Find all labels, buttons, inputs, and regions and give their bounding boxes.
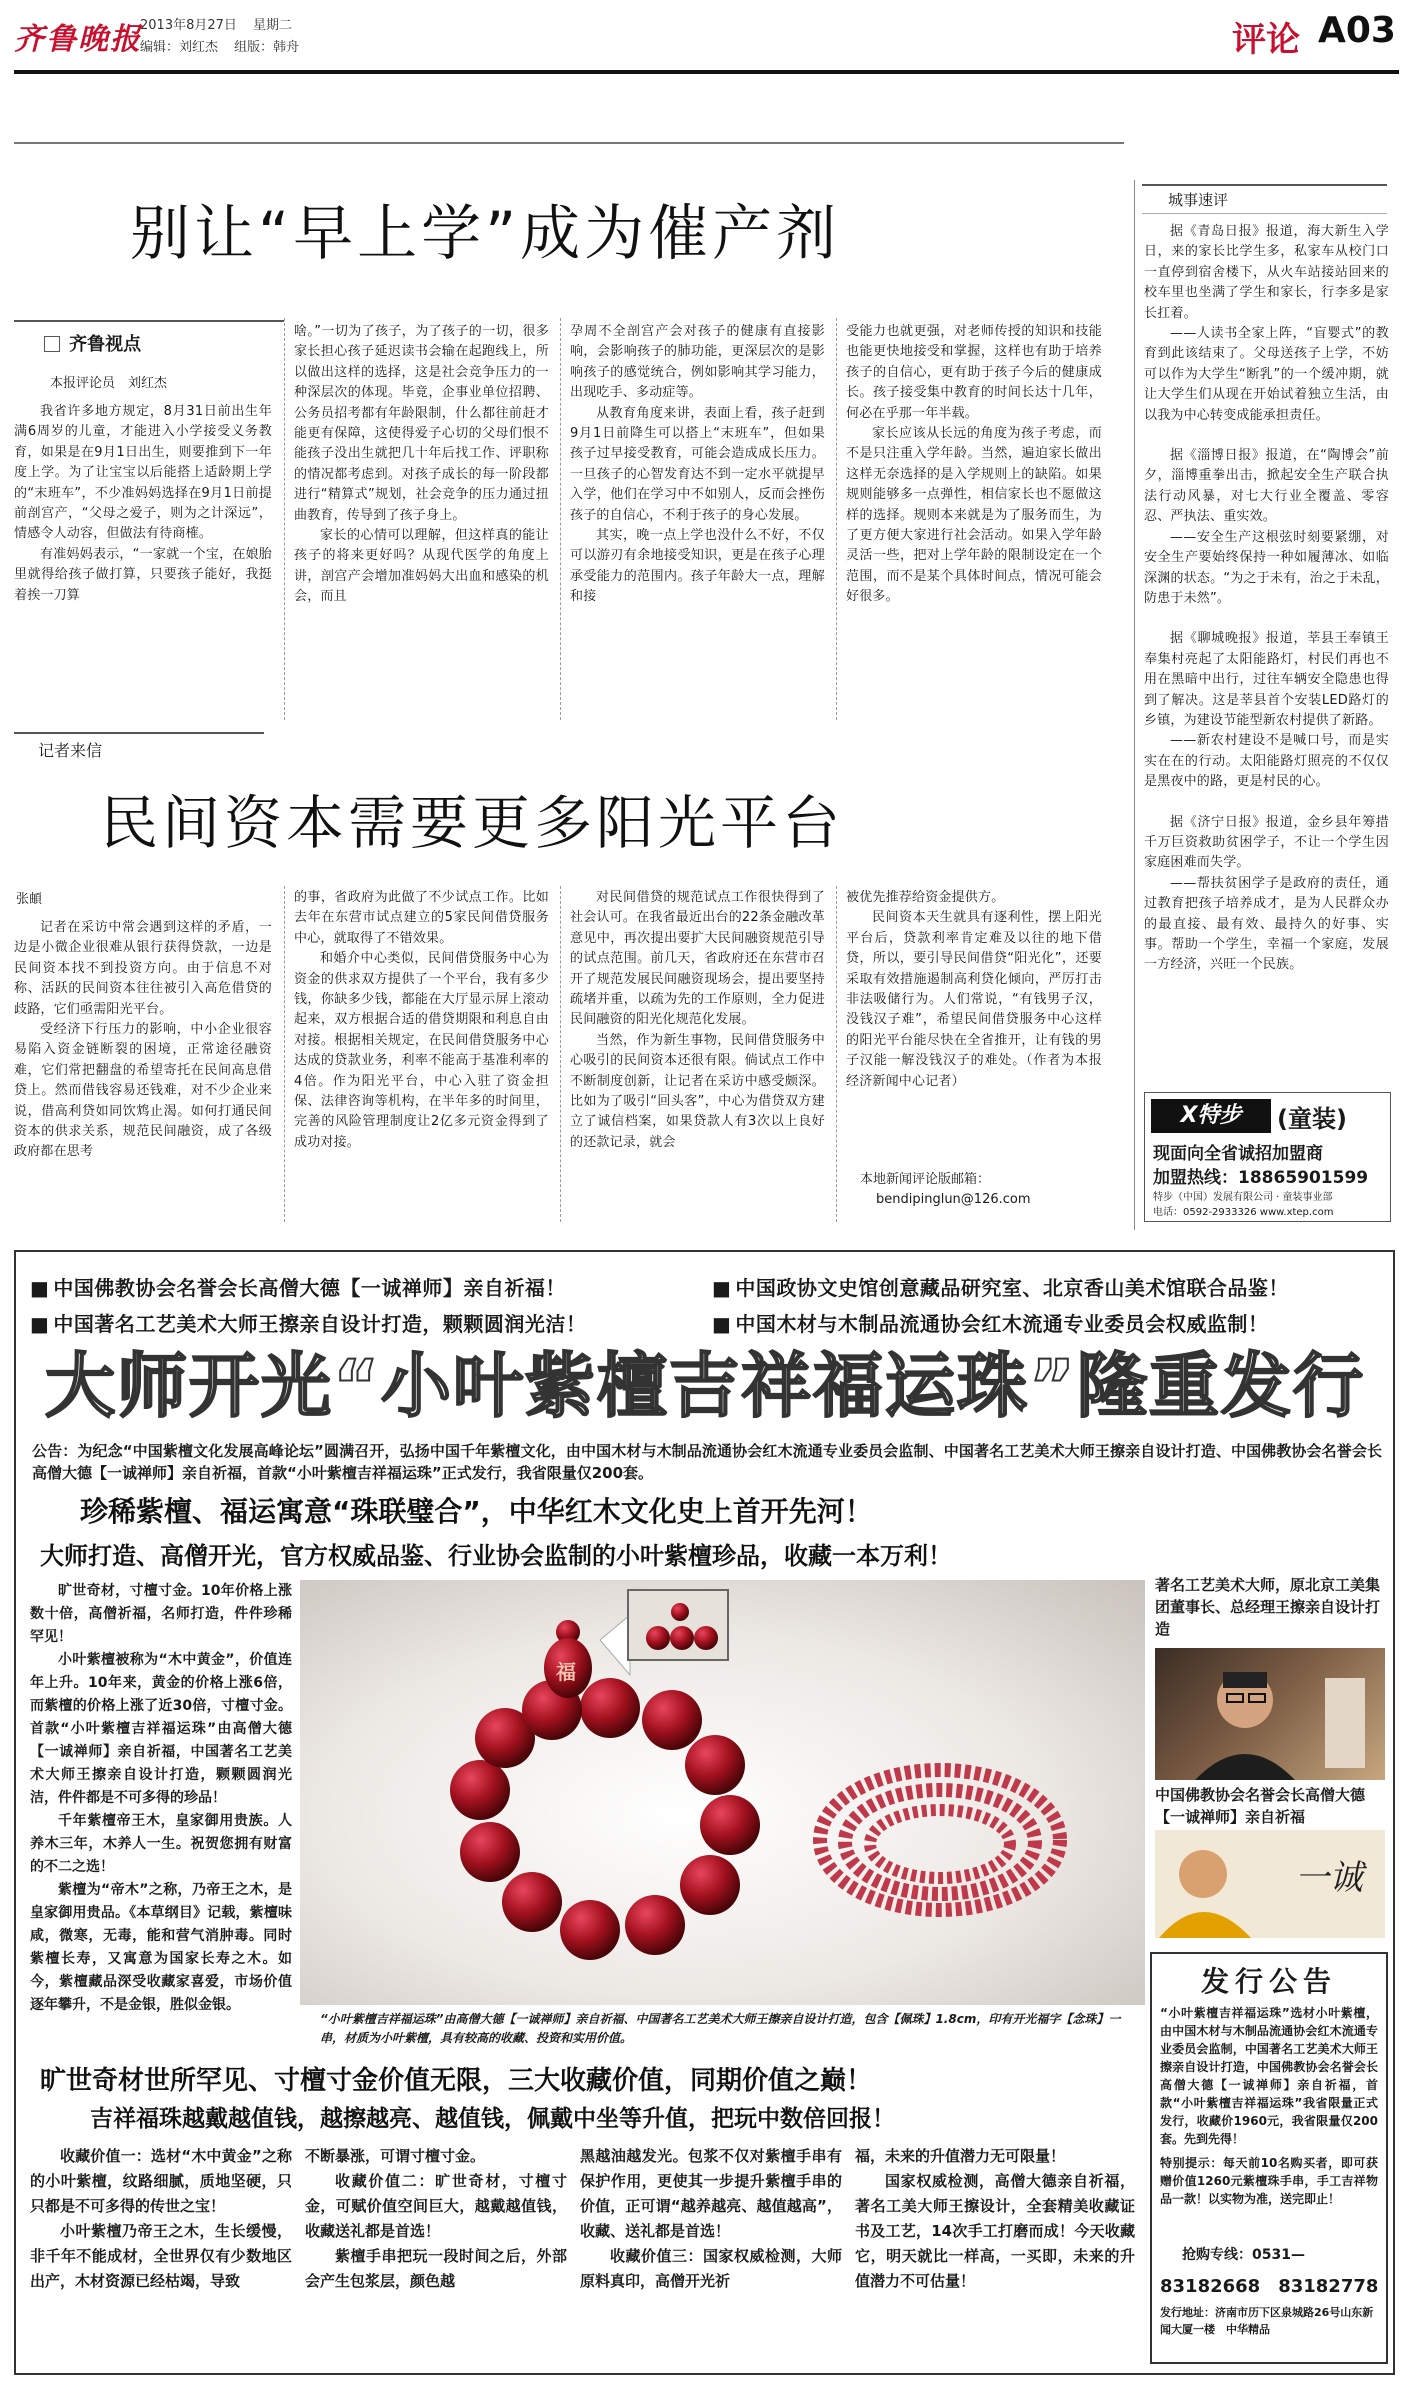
column-tag-label: 齐鲁视点 xyxy=(69,334,142,355)
ad-bottom-col4 xyxy=(855,2144,1135,2294)
paragraph: 有准妈妈表示，“一家就一个宝，在娘胎里就得给孩子做打算，只要孩子能好，我挺着挨一刀算 xyxy=(14,546,272,603)
sidebar-tag-label: 城事速评 xyxy=(1168,191,1229,209)
xtep-line1: 现面向全省诚招加盟商 xyxy=(1153,1144,1323,1164)
article2-col2 xyxy=(294,888,549,1153)
ad-tagline1: 珍稀紫檀、福运寓意“珠联璧合”，中华红木文化史上首开先河！ xyxy=(80,1495,873,1528)
ad-paragraph: 小叶紫檀乃帝王之木，生长缓慢，非千年不能成材，全世界仅有少数地区出产，木材资源已经枯竭，导致 xyxy=(30,2222,292,2290)
product-photo xyxy=(300,1580,1145,2005)
ad-paragraph: 小叶紫檀被称为“木中黄金”，价值连年上升。10年来，黄金的价格上涨6倍，而紫檀的价格上涨了近30倍，寸檀寸金。首款“小叶紫檀吉祥福运珠”由高僧大德【一诚禅师】亲自祈福，中国著名工艺美术大师王擦亲自设计打造，颗颗圆润光洁，件件都是不可多得的珍品！ xyxy=(30,1652,292,1806)
sidebar-tag xyxy=(1142,184,1387,214)
monk-caption: 中国佛教协会名誉会长高僧大德【一诚禅师】亲自祈福 xyxy=(1155,1786,1366,1826)
ad-bottom-col3 xyxy=(580,2144,842,2294)
article2-col4 xyxy=(846,888,1102,1092)
page-number: A03 xyxy=(1318,10,1396,51)
sidebar-news: 据《淄博日报》报道，在“陶博会”前夕，淄博重拳出击，掀起安全生产联合执法行动风暴，对七大行业全覆盖、零容忍、严执法、重实效。 xyxy=(1144,448,1389,525)
sidebar-comment: ——人读书全家上阵，“盲婴式”的教育到此该结束了。父母送孩子上学，不妨可以作为大学生“断乳”的一个缓冲期，就让大学生们从现在开始试着独立生活，由以我为中心转变成能承担责任。 xyxy=(1144,326,1389,423)
paragraph: 记者在采访中常会遇到这样的矛盾，一边是小微企业很难从银行获得贷款，一边是民间资本找不到投资方向。由于信息不对称、活跃的民间资本往往被引入高危借贷的歧路，它们亟需阳光平台。 xyxy=(14,920,272,1017)
paragraph: 的事，省政府为此做了不少试点工作。比如去年在东营市试点建立的5家民间借贷服务中心，就取得了不错效果。 xyxy=(294,890,549,946)
ad-paragraph: 旷世奇材，寸檀寸金。10年价格上涨数十倍，高僧祈福，名师打造，件件珍稀罕见！ xyxy=(30,1583,292,1645)
paragraph: 民间资本天生就具有逐利性，摆上阳光平台后，贷款利率肯定难及以往的地下借贷，所以，要引导民间借贷“阳光化”，还要采取有效措施遏制高利贷化倾向，严厉打击非法吸储行为。人们常说，“有钱男子汉，没钱汉子难”，希望民间借贷服务中心这样的阳光平台能尽快在全省推开，让有钱的男子汉能一解没钱汉子的难处。（作者为本报经济新闻中心记者） xyxy=(846,910,1102,1089)
masthead-rule xyxy=(14,70,1399,74)
ad-bullet: ■ 中国木材与木制品流通协会红木流通专业委员会权威监制！ xyxy=(712,1308,1268,1337)
sidebar-divider xyxy=(1134,180,1135,1230)
column-divider xyxy=(836,886,837,1222)
ad-left-column xyxy=(30,1580,292,2017)
xtep-ad[interactable] xyxy=(1144,1092,1391,1222)
column-divider xyxy=(284,318,285,720)
ad-bullet: ■ 中国佛教协会名誉会长高僧大德【一诚禅师】亲自祈福！ xyxy=(30,1272,566,1301)
release-title: 发行公告 xyxy=(1200,1965,1337,1998)
masthead xyxy=(0,0,1409,68)
xtep-company: 特步（中国）发展有限公司 · 童装事业部 xyxy=(1153,1192,1333,1203)
ad-bullet: ■ 中国政协文史馆创意藏品研究室、北京香山美术馆联合品鉴！ xyxy=(712,1272,1289,1301)
sidebar-body xyxy=(1144,222,1389,976)
paragraph: 我省许多地方规定，8月31日前出生年满6周岁的儿童，才能进入小学接受义务教育，如果是在9月1日出生，则要推到下一年度上学。为了让宝宝以后能搭上适龄期上学的“末班车”，不少准妈妈选择在9月1日前提前剖宫产，“父母之爱子，则为之计深远”，情感令人动容，但做法有待商榷。 xyxy=(14,404,272,542)
fu-character: 福 xyxy=(556,1660,576,1684)
article1-column-tag xyxy=(14,320,284,356)
column-tag-label: 记者来信 xyxy=(38,741,103,760)
master-caption: 著名工艺美术大师，原北京工美集团董事长、总经理王擦亲自设计打造 xyxy=(1155,1576,1381,1638)
photo-caption: “小叶紫檀吉祥福运珠”由高僧大德【一诚禅师】亲自祈福、中国著名工艺美术大师王擦亲自设计打造，包含【佩珠】1.8cm，印有开光福字【念珠】一串，材质为小叶紫檀，具有较高的收藏、投资和实用价值。 xyxy=(320,2012,1121,2045)
bracelet-beads xyxy=(450,1678,760,1960)
master-photo xyxy=(1155,1648,1385,1780)
ad-notice: 公告：为纪念“中国紫檀文化发展高峰论坛”圆满召开，弘扬中国千年紫檀文化，由中国木材与木制品流通协会红木流通专业委员会监制、中国著名工艺美术大师王擦亲自设计打造、中国佛教协会名誉会长高僧大德【一诚禅师】亲自祈福，首款“小叶紫檀吉祥福运珠”正式发行，我省限量仅200套。 xyxy=(32,1442,1382,1482)
ad-paragraph: 千年紫檀帝王木，皇家御用贵族。人养木三年，木养人一生。祝贺您拥有财富的不二之选！ xyxy=(30,1813,292,1875)
paragraph: 其实，晚一点上学也没什么不好，不仅可以游刃有余地接受知识，更是在孩子心理承受能力的范围内。孩子年龄大一点，理解和接 xyxy=(570,528,825,605)
bottom-tagline2: 吉祥福珠越戴越值钱，越擦越亮、越值钱，佩戴中坐等升值，把玩中数倍回报！ xyxy=(90,2106,895,2132)
article2-col1 xyxy=(14,918,272,1163)
ad-bullet: ■ 中国著名工艺美术大师王擦亲自设计打造，颗颗圆润光洁！ xyxy=(30,1308,586,1337)
paragraph: 被优先推荐给资金提供方。 xyxy=(846,890,1005,905)
release-address: 发行地址：济南市历下区泉城路26号山东新闻大厦一楼 中华精品 xyxy=(1160,2306,1374,2336)
issue-date xyxy=(140,14,292,33)
email-address[interactable]: bendipinglun@126.com xyxy=(876,1192,1031,1207)
sidebar-comment: ——新农村建设不是喊口号，而是实实在在的行动。太阳能路灯照亮的不仅仅是黑夜中的路，更是村民的心。 xyxy=(1144,733,1389,790)
column-divider xyxy=(560,318,561,720)
date-text: 2013年8月27日 xyxy=(140,18,237,33)
xtep-hotline xyxy=(1153,1163,1368,1188)
email-label: 本地新闻评论版邮箱： xyxy=(860,1172,991,1187)
column-tag-icon xyxy=(44,336,60,352)
paragraph: 啥。”一切为了孩子，为了孩子的一切，很多家长担心孩子延迟读书会输在起跑线上，所以做出这样的选择，这是社会竞争压力的一种深层次的体现。毕竟，企事业单位招聘、公务员招考都有年龄限制，什么都往前赶才能更有保障，这使得爱子心切的父母们恨不能孩子没出生就把几十年后找工作、评职称的情况都考虑到。对孩子成长的每一阶段都进行“精算式”规划，社会竞争的压力通过扭曲教育，传导到了孩子身上。 xyxy=(294,324,549,523)
sidebar-comment: ——安全生产这根弦时刻要紧绷，对安全生产要始终保持一种如履薄冰、如临深渊的状态。“为之于未有，治之于未乱，防患于未然”。 xyxy=(1144,529,1389,606)
column-divider xyxy=(284,886,285,1222)
article2-col3 xyxy=(570,888,825,1153)
article1-byline: 本报评论员 刘红杰 xyxy=(50,376,168,391)
article2-byline: 张頔 xyxy=(16,892,43,907)
release-hotline-label: 抢购专线：0531— xyxy=(1182,2247,1305,2263)
paragraph: 受经济下行压力的影响，中小企业很容易陷入资金链断裂的困境，正常途径融资难，它们常把翻盘的希望寄托在民间高息借贷上。然而借钱容易还钱难，对不少企业来说，借高利贷如同饮鸩止渴。如何打通民间资本的供求关系，规范民间融资，成了各级政府都在思考 xyxy=(14,1022,272,1160)
sidebar-comment: ——帮扶贫困学子是政府的责任，通过教育把孩子培养成才，是为人民群众办的最直接、最有效、最持久的好事、实事。帮助一个学生，幸福一个家庭，发展一方经济，兴旺一个民族。 xyxy=(1144,875,1389,973)
bracelet-illustration xyxy=(300,1580,1145,2005)
article1-col4 xyxy=(846,322,1102,608)
xtep-product: (童装) xyxy=(1277,1105,1347,1133)
layout-text: 组版：韩舟 xyxy=(234,40,300,55)
ad-paragraph: 国家权威检测，高僧大德亲自祈福，著名工美大师王擦设计，全套精美收藏证书及工艺，14次手工打磨而成！今天收藏它，明天就比一样高，一买即，未来的升值潜力不可估量！ xyxy=(855,2172,1135,2290)
column-divider xyxy=(836,318,837,720)
article2-headline: 民间资本需要更多阳光平台 xyxy=(100,789,845,857)
section-title: 评论 xyxy=(1232,20,1300,60)
ad-title: 大师开光“小叶紫檀吉祥福运珠”隆重发行 xyxy=(44,1345,1365,1427)
paragraph: 受能力也就更强，对老师传授的知识和技能也能更快地接受和掌握，这样也有助于培养孩子的自信心，更有助于孩子今后的健康成长。孩子接受集中教育的时间长达十几年，何必在乎那一年半载。 xyxy=(846,324,1102,421)
column-divider xyxy=(560,886,561,1222)
release-offer: 特别提示：每天前10名购买者，即可获赠价值1260元紫檀珠手串，手工吉祥物品一款！以实物为准，送完即止！ xyxy=(1160,2156,1378,2206)
paragraph: 家长的心情可以理解，但这样真的能让孩子的将来更好吗？从现代医学的角度上讲，剖宫产会增加准妈妈大出血和感染的机会，而且 xyxy=(294,528,549,605)
sidebar-news: 据《济宁日报》报道，金乡县年筹措千万巨资救助贫困学子，不让一个学生因家庭困难而失学。 xyxy=(1144,814,1389,871)
paragraph: 孕周不全剖宫产会对孩子的健康有直接影响，会影响孩子的肺功能，更深层次的是影响孩子的感觉统合，例如影响其学习能力，出现吃手、多动症等。 xyxy=(570,324,825,401)
paragraph: 从教育角度来讲，表面上看，孩子赶到9月1日前降生可以搭上“末班车”，但如果孩子过早接受教育，可能会造成成长压力。一旦孩子的心智发育达不到一定水平就提早入学，他们在学习中不如别人，反而会挫伤孩子的自信心，不利于孩子的身心发展。 xyxy=(570,405,825,523)
ad-paragraph: 收藏价值三：国家权威检测，大师原料真印，高僧开光祈 xyxy=(580,2247,842,2290)
newspaper-logo: 齐鲁晚报 xyxy=(14,22,142,57)
ad-tagline2: 大师打造、高僧开光，官方权威品鉴、行业协会监制的小叶紫檀珍品，收藏一本万利！ xyxy=(40,1542,952,1570)
master-portrait-icon xyxy=(1155,1648,1385,1780)
monk-calligraphy: 一诚 xyxy=(1295,1858,1363,1898)
ad-bottom-col1 xyxy=(30,2144,292,2294)
ad-paragraph: 福，未来的升值潜力无可限量！ xyxy=(855,2147,1066,2165)
paragraph: 和婚介中心类似，民间借贷服务中心为资金的供求双方提供了一个平台，我有多少钱，你缺多少钱，都能在大厅显示屏上滚动起来，双方根据合适的借贷期限和利息自由对接。根据相关规定，在民间借贷服务中心达成的贷款业务，利率不能高于基准利率的4倍。作为阳光平台，中心入驻了资金担保、法律咨询等机构，在半年多的时间里，完善的风险管理制度让2亿多元资金得到了成功对接。 xyxy=(294,951,549,1150)
article1-col3 xyxy=(570,322,825,608)
article2-column-tag xyxy=(14,732,264,761)
release-phones[interactable]: 83182668 83182778 xyxy=(1160,2276,1379,2297)
editor-line xyxy=(140,36,299,55)
hotline-number: 18865901599 xyxy=(1238,1168,1369,1188)
xtep-tel: 电话：0592-2933326 www.xtep.com xyxy=(1153,1207,1334,1218)
release-notice xyxy=(1150,1952,1388,2364)
editor-text: 编辑：刘红杰 xyxy=(140,40,219,55)
bottom-tagline1: 旷世奇材世所罕见、寸檀寸金价值无限，三大收藏价值，同期价值之巅！ xyxy=(40,2066,873,2096)
sidebar-news: 据《青岛日报》报道，海大新生入学日，来的家长比学生多，私家车从校门口一直停到宿舍楼下，从火车站接站回来的校车里也坐满了学生和家长，行李多是家长扛着。 xyxy=(1144,224,1389,321)
paragraph: 当然，作为新生事物，民间借贷服务中心吸引的民间资本还很有限。倘试点工作中不断制度创新，让记者在采访中感受颇深。比如为了吸引“回头客”，中心为借贷双方建立了诚信档案，如果贷款人有3次以上良好的还款记录，就会 xyxy=(570,1032,825,1150)
article1-headline: 别让“早上学”成为催产剂 xyxy=(130,199,841,269)
paragraph: 对民间借贷的规范试点工作很快得到了社会认可。在我省最近出台的22条金融改革意见中，再次提出要扩大民间融资规范引导的试点范围。前几天，省政府还在东营市召开了规范发展民间融资现场会，提出要坚持疏堵并重，以疏为先的工作原则，全力促进民间融资的阳光化规范化发展。 xyxy=(570,890,825,1028)
article1-col2 xyxy=(294,322,549,608)
xtep-logo xyxy=(1151,1099,1271,1133)
article1-top-rule xyxy=(14,142,1124,144)
ad-paragraph: 紫檀为“帝木”之称，乃帝王之木，是皇家御用贵品。《本草纲目》记载，紫檀味咸，微寒，无毒，能和营气消肿毒。同时紫檀长寿，又寓意为国家长寿之木。如今，紫檀藏品深受收藏家喜爱，市场价值逐年攀升，不是金银，胜似金银。 xyxy=(30,1882,292,2013)
hotline-label: 加盟热线： xyxy=(1153,1168,1238,1188)
ad-paragraph: 收藏价值二：旷世奇材，寸檀寸金，可赋价值空间巨大，越戴越值钱，收藏送礼都是首选！ xyxy=(305,2172,567,2240)
sidebar-news: 据《聊城晚报》报道，莘县王奉镇王奉集村亮起了太阳能路灯，村民们再也不用在黑暗中出行，过往车辆安全隐患也得到了解决。这是莘县首个安装LED路灯的乡镇，为建设节能型新农村提供了新路。 xyxy=(1144,631,1389,728)
ad-paragraph: 收藏价值一：选材“木中黄金”之称的小叶紫檀，纹路细腻，质地坚硬，只只都是不可多得的传世之宝！ xyxy=(30,2147,292,2215)
email-box xyxy=(860,1170,1031,1210)
monk-photo xyxy=(1155,1830,1385,1938)
weekday-text: 星期二 xyxy=(253,18,293,33)
ad-paragraph: 不断暴涨，可谓寸檀寸金。 xyxy=(305,2147,486,2165)
mala-beads xyxy=(820,1770,1060,1910)
article1-col1 xyxy=(14,402,272,606)
xtep-logo-text: X特步 xyxy=(1180,1103,1242,1128)
paragraph: 家长应该从长远的角度为孩子考虑，而不是只注重入学年龄。当然，遍迫家长做出这样无奈选择的是入学规则上的缺陷。如果规则能够多一点弹性，相信家长也不愿做这样的选择。规则本来就是为了服务而生，为了更方便大家进行社会活动。如果入学年龄灵活一些，把对上学年龄的限制设定在一个范围，而不是某个具体时间点，情况可能会好很多。 xyxy=(846,426,1102,605)
ad-paragraph: 黑越油越发光。包浆不仅对紫檀手串有保护作用，更使其一步提升紫檀手串的价值，正可谓“越养越亮、越值越高”，收藏、送礼都是首选！ xyxy=(580,2147,842,2240)
release-body: “小叶紫檀吉祥福运珠”选材小叶紫檀，由中国木材与木制品流通协会红木流通专业委员会监制，中国著名工艺美术大师王擦亲自设计打造，中国佛教协会名誉会长高僧大德【一诚禅师】亲自祈福，首款“小叶紫檀吉祥福运珠”我省限量正式发行，收藏价1960元，我省限量仅200套。先到先得！ xyxy=(1160,2006,1378,2146)
ad-paragraph: 紫檀手串把玩一段时间之后，外部会产生包浆层，颜色越 xyxy=(305,2247,567,2290)
ad-bottom-col2 xyxy=(305,2144,567,2294)
